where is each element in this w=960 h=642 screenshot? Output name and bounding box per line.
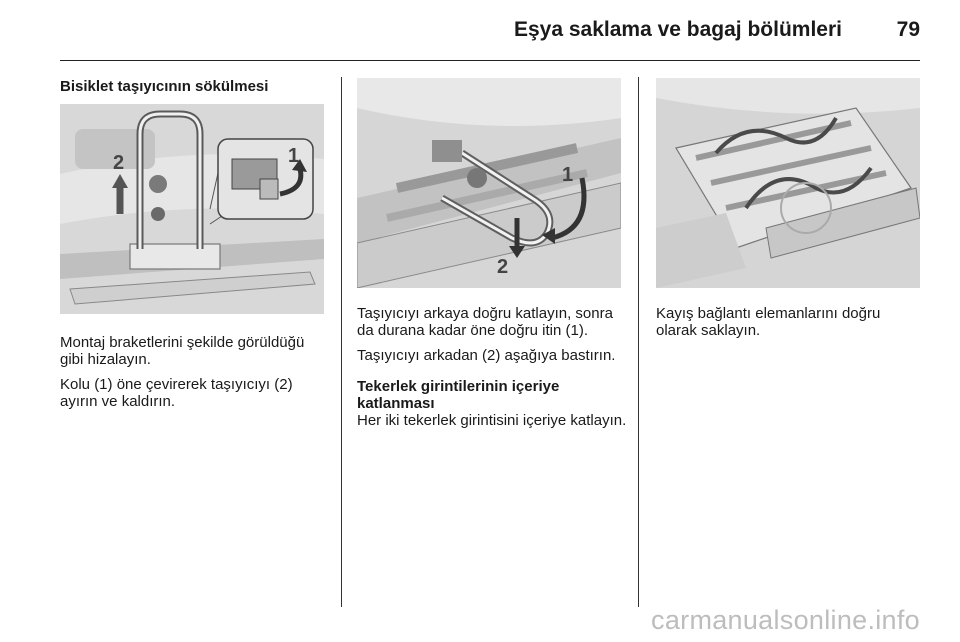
paragraph: Kolu (1) öne çevirerek taşıyıcıyı (2) ayırın ve kaldırın.: [60, 376, 293, 410]
illustration-carrier-folding: [357, 78, 621, 288]
watermark: carmanualsonline.info: [651, 605, 920, 635]
paragraph: Taşıyıcıyı arkadan (2) aşağıya bastırın.: [357, 347, 616, 364]
column-1-text: [60, 334, 328, 418]
figure-label-1: 1: [562, 164, 574, 186]
column-2-text: [357, 305, 627, 437]
illustration-strap-storage: [656, 78, 920, 288]
figure-carrier-folding: [357, 78, 621, 288]
page-number: 79: [896, 18, 920, 41]
header-rule: [60, 60, 920, 61]
figure-strap-storage: [656, 78, 920, 288]
section-heading: Bisiklet taşıyıcının sökülmesi: [60, 78, 269, 95]
paragraph: Her iki tekerlek girintisini içeriye katlayın.: [357, 412, 627, 429]
page-header-title: Eşya saklama ve bagaj bölümleri: [513, 18, 842, 41]
figure-label-2: 2: [113, 152, 125, 174]
column-1-heading-box: [60, 78, 328, 95]
paragraph: Taşıyıcıyı arkaya doğru katlayın, sonra da durana kadar öne doğru itin (1).: [357, 305, 613, 339]
illustration-carrier-removal: [60, 104, 324, 314]
paragraph: Kayış bağlantı elemanlarını doğru olarak saklayın.: [656, 305, 881, 339]
column-divider-1: [341, 77, 342, 607]
figure-bike-carrier-removal: [60, 104, 324, 314]
column-3-text: [656, 305, 920, 347]
column-divider-2: [638, 77, 639, 607]
subsection-heading: Tekerlek girintilerinin içeriye katlanması: [357, 378, 560, 412]
figure-label-2: 2: [497, 256, 509, 278]
figure-label-1: 1: [288, 145, 300, 167]
paragraph: Montaj braketlerini şekilde görüldüğü gibi hizalayın.: [60, 334, 305, 368]
